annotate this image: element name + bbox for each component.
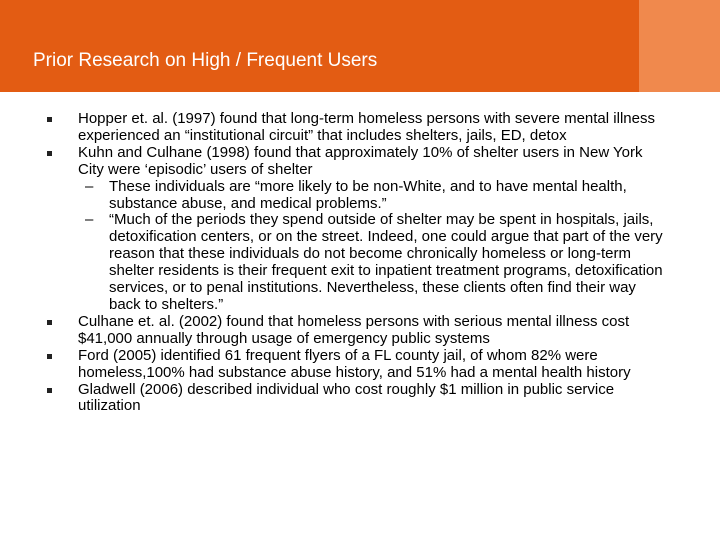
slide-title: Prior Research on High / Frequent Users xyxy=(33,50,378,71)
bullet-text: Gladwell (2006) described individual who cost roughly $1 million in public service utilization xyxy=(78,380,615,415)
sub-bullet-item xyxy=(47,179,667,213)
bullet-text: Ford (2005) identified 61 frequent flyers of a FL county jail, of whom 82% were homeless,100% had substance abuse history, and 51% had a mental health history xyxy=(78,346,631,381)
bullet-text: Kuhn and Culhane (1998) found that approximately 10% of shelter users in New York City were ‘episodic’ users of shelter xyxy=(78,143,643,178)
bullet-text: Culhane et. al. (2002) found that homeless persons with serious mental illness cost $41,000 annually through usage of emergency public systems xyxy=(78,312,630,347)
bullet-item xyxy=(47,314,667,348)
accent-block xyxy=(639,0,720,92)
bullet-square-icon xyxy=(47,117,52,122)
bullet-text: Hopper et. al. (1997) found that long-term homeless persons with severe mental illness experienced an “institutional circuit” that includes shelters, jails, ED, detox xyxy=(78,110,655,144)
bullet-square-icon xyxy=(47,320,52,325)
sub-bullet-text: These individuals are “more likely to be non-White, and to have mental health, substance abuse, and medical problems.” xyxy=(109,177,627,212)
dash-icon: – xyxy=(85,177,94,195)
dash-icon: – xyxy=(85,211,94,229)
sub-bullet-text: “Much of the periods they spend outside of shelter may be spent in hospitals, jails, detoxification centers, or on the street. Indeed, one could argue that part of the very reason that these individuals do not become chronically homeless or long-term shelter residents is their frequent exit to inpatient treatment programs, detoxification services, or to penal institutions. Nevertheless, these clients often find their way back to shelters.” xyxy=(109,211,663,313)
title-bar xyxy=(0,0,639,92)
bullet-item xyxy=(47,145,667,179)
sub-bullet-item xyxy=(47,212,667,313)
bullet-item xyxy=(47,348,667,382)
bullet-list xyxy=(47,111,667,415)
bullet-item xyxy=(47,111,667,145)
bullet-square-icon xyxy=(47,151,52,156)
bullet-square-icon xyxy=(47,388,52,393)
bullet-item xyxy=(47,382,667,416)
bullet-square-icon xyxy=(47,354,52,359)
